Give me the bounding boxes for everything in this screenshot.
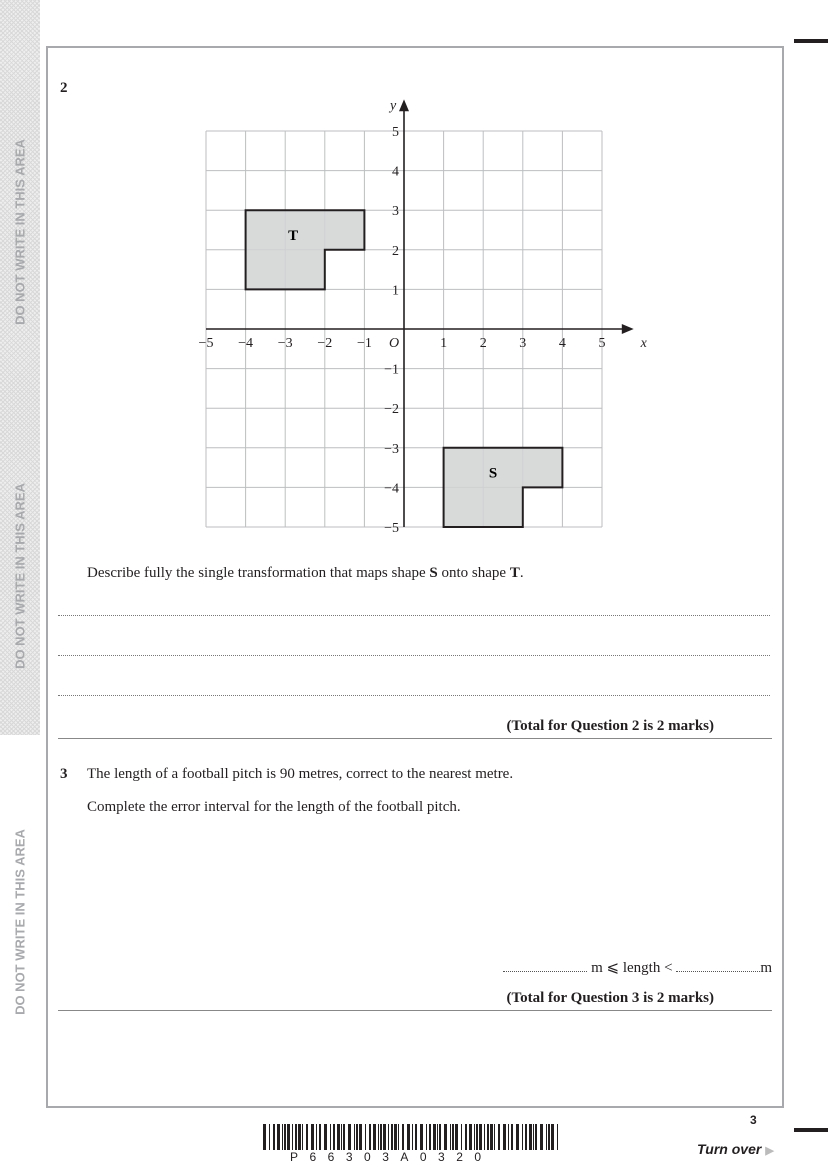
barcode-bar — [522, 1124, 523, 1150]
shape-label: S — [488, 465, 498, 482]
y-tick-label: 5 — [392, 125, 399, 140]
question-number: 3 — [60, 766, 68, 782]
barcode-bar — [343, 1124, 345, 1150]
registration-mark — [794, 1128, 828, 1132]
barcode-bar — [394, 1124, 397, 1150]
error-interval-answer — [503, 958, 772, 977]
shape-T — [246, 210, 365, 289]
barcode-bar — [269, 1124, 270, 1150]
divider — [58, 738, 772, 739]
barcode-bar — [402, 1124, 404, 1150]
coordinate-grid — [0, 0, 828, 560]
x-tick-label: −2 — [317, 336, 333, 351]
barcode-bar — [487, 1124, 489, 1150]
x-tick-label: −4 — [238, 336, 254, 351]
barcode-bar — [546, 1124, 547, 1150]
barcode-bar — [479, 1124, 482, 1150]
barcode-bar — [330, 1124, 331, 1150]
barcode-bar — [429, 1124, 431, 1150]
barcode-bar — [287, 1124, 290, 1150]
barcode-bar — [474, 1124, 475, 1150]
barcode-bar — [439, 1124, 441, 1150]
shape-label: T — [288, 227, 299, 244]
barcode-bar — [540, 1124, 543, 1150]
y-tick-label: 3 — [392, 204, 399, 220]
shape-S — [444, 448, 563, 527]
upper-bound-field[interactable] — [676, 971, 760, 972]
barcode-bar — [333, 1124, 335, 1150]
answer-line[interactable] — [58, 615, 770, 616]
barcode-bar — [484, 1124, 485, 1150]
barcode-bar — [306, 1124, 308, 1150]
barcode-bar — [277, 1124, 280, 1150]
y-tick-label: 4 — [392, 164, 399, 180]
barcode-bar — [359, 1124, 362, 1150]
x-tick-label: 4 — [558, 336, 566, 351]
barcode-bar — [420, 1124, 423, 1150]
x-tick-label: −5 — [198, 336, 214, 351]
barcode-bar — [412, 1124, 413, 1150]
barcode-bar — [444, 1124, 447, 1150]
barcode-bar — [298, 1124, 301, 1150]
barcode-bar — [461, 1124, 462, 1150]
barcode-bar — [407, 1124, 410, 1150]
turn-over: Turn over ▶ — [697, 1141, 774, 1157]
y-tick-label: 1 — [392, 283, 399, 299]
x-tick-label: 1 — [440, 336, 448, 351]
y-axis-arrow-icon — [399, 99, 409, 111]
barcode-bar — [302, 1124, 303, 1150]
barcode-bar — [263, 1124, 266, 1150]
barcode-bar — [391, 1124, 393, 1150]
barcode-bar — [348, 1124, 351, 1150]
barcode-bar — [369, 1124, 371, 1150]
answer-line[interactable] — [58, 695, 770, 696]
barcode-bar — [365, 1124, 366, 1150]
barcode-bar — [426, 1124, 427, 1150]
barcode-bar — [511, 1124, 513, 1150]
y-tick-label: −3 — [384, 441, 399, 457]
page-number: 3 — [750, 1113, 757, 1127]
barcode-bar — [284, 1124, 286, 1150]
question-text: The length of a football pitch is 90 metres, correct to the nearest metre. — [87, 766, 514, 782]
barcode-bar — [354, 1124, 355, 1150]
barcode — [263, 1124, 565, 1150]
unit-label: m — [760, 960, 772, 976]
barcode-bar — [516, 1124, 519, 1150]
barcode-bar — [341, 1124, 342, 1150]
barcode-bar — [316, 1124, 317, 1150]
barcode-bar — [337, 1124, 340, 1150]
barcode-bar — [433, 1124, 436, 1150]
answer-line[interactable] — [58, 655, 770, 656]
y-tick-label: −2 — [384, 402, 399, 418]
barcode-bar — [529, 1124, 532, 1150]
margin-warning: DO NOT WRITE IN THIS AREA — [12, 829, 28, 1015]
barcode-bar — [498, 1124, 500, 1150]
question-number: 2 — [60, 80, 68, 96]
x-tick-label: 5 — [598, 336, 606, 351]
margin-warning: DO NOT WRITE IN THIS AREA — [12, 483, 28, 669]
barcode-bar — [295, 1124, 297, 1150]
barcode-bar — [503, 1124, 506, 1150]
barcode-bar — [282, 1124, 283, 1150]
barcode-bar — [469, 1124, 472, 1150]
barcode-bar — [319, 1124, 321, 1150]
barcode-bar — [292, 1124, 293, 1150]
barcode-bar — [494, 1124, 495, 1150]
question-text: Complete the error interval for the length of the football pitch. — [87, 799, 461, 815]
barcode-bar — [525, 1124, 527, 1150]
question-total: (Total for Question 3 is 2 marks) — [506, 990, 714, 1006]
barcode-bar — [508, 1124, 509, 1150]
barcode-text: P66303A0320 — [290, 1150, 493, 1164]
y-tick-label: −5 — [384, 521, 399, 536]
barcode-bar — [548, 1124, 550, 1150]
lower-bound-field[interactable] — [503, 971, 587, 972]
barcode-bar — [380, 1124, 382, 1150]
barcode-bar — [415, 1124, 417, 1150]
origin-label: O — [388, 336, 400, 351]
barcode-bar — [356, 1124, 358, 1150]
barcode-bar — [378, 1124, 379, 1150]
barcode-bar — [476, 1124, 478, 1150]
barcode-bar — [450, 1124, 451, 1150]
interval-text: m ⩽ length < — [591, 960, 673, 976]
barcode-bar — [311, 1124, 314, 1150]
barcode-bar — [557, 1124, 558, 1150]
barcode-bar — [324, 1124, 327, 1150]
barcode-bar — [373, 1124, 376, 1150]
question-prompt: Describe fully the single transformation that maps shape S onto shape T. — [87, 565, 524, 581]
x-tick-label: −3 — [277, 336, 293, 351]
barcode-bar — [273, 1124, 275, 1150]
barcode-bar — [398, 1124, 399, 1150]
x-axis-label: x — [640, 336, 647, 351]
barcode-bar — [437, 1124, 438, 1150]
x-tick-label: 2 — [479, 336, 487, 351]
barcode-bar — [533, 1124, 534, 1150]
margin-warning: DO NOT WRITE IN THIS AREA — [12, 139, 28, 325]
question-total: (Total for Question 2 is 2 marks) — [506, 718, 714, 734]
divider — [58, 1010, 772, 1011]
barcode-bar — [452, 1124, 454, 1150]
y-axis-label: y — [390, 98, 397, 114]
barcode-bar — [551, 1124, 554, 1150]
barcode-bar — [388, 1124, 389, 1150]
barcode-bar — [455, 1124, 458, 1150]
y-tick-label: −1 — [384, 362, 399, 378]
barcode-bar — [535, 1124, 537, 1150]
y-tick-label: 2 — [392, 243, 399, 259]
barcode-bar — [465, 1124, 467, 1150]
y-tick-label: −4 — [384, 481, 399, 497]
x-axis-arrow-icon — [622, 324, 634, 334]
x-tick-label: −1 — [356, 336, 372, 351]
barcode-bar — [490, 1124, 493, 1150]
x-tick-label: 3 — [519, 336, 527, 351]
barcode-bar — [383, 1124, 386, 1150]
